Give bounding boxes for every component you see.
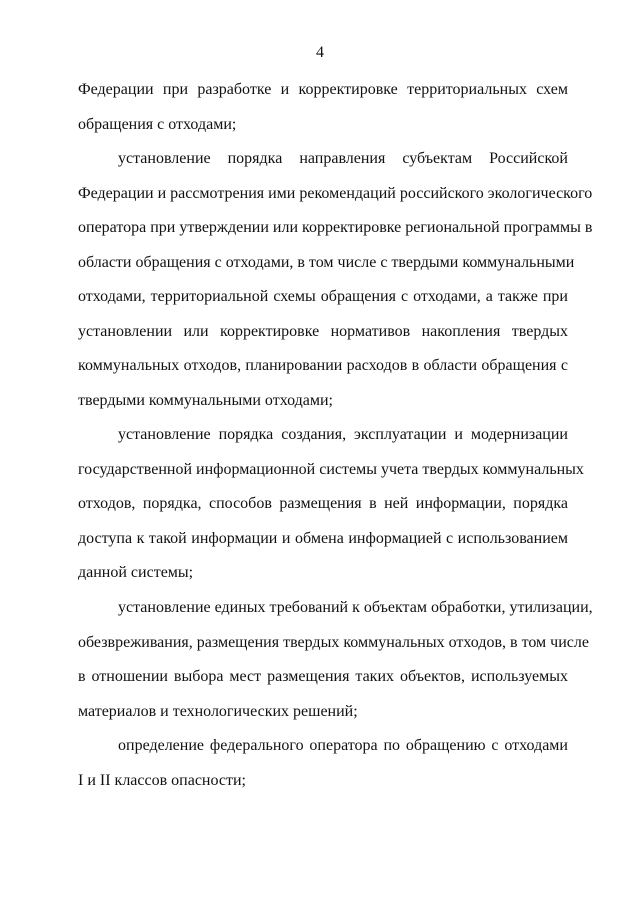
text-line: данной системы; — [78, 564, 194, 581]
text-line: Федерации и рассмотрения ими рекомендаций российского экологического — [78, 184, 593, 202]
text-line: отходами, территориальной схемы обращения с отходами, а также при — [78, 288, 568, 305]
text-line: государственной информационной системы учета твердых коммунальных — [78, 460, 584, 478]
text-line: установление единых требований к объектам обработки, утилизации, — [118, 599, 593, 616]
paragraph-1 — [78, 80, 568, 149]
text-line: твердыми коммунальными отходами; — [78, 391, 333, 409]
text-line: обезвреживания, размещения твердых коммунальных отходов, в том числе — [78, 633, 589, 651]
text-line: оператора при утверждении или корректировке региональной программы в — [78, 219, 593, 236]
text-line: области обращения с отходами, в том числе с твердыми коммунальными — [78, 253, 575, 271]
text-line: установление порядка создания, эксплуатации и модернизации — [118, 426, 568, 443]
text-line: I и II классов опасности; — [78, 771, 246, 789]
text-line: определение федерального оператора по обращению с отходами — [118, 737, 568, 754]
text-line: отходов, порядка, способов размещения в ней информации, порядка — [78, 495, 568, 512]
text-line: установлении или корректировке нормативов накопления твердых — [78, 322, 568, 340]
text-line: обращения с отходами; — [78, 115, 237, 133]
paragraph-4 — [78, 598, 593, 736]
text-line: доступа к такой информации и обмена информацией с использованием — [78, 529, 568, 547]
text-line: Федерации при разработке и корректировке территориальных схем — [78, 81, 568, 98]
paragraph-3 — [78, 425, 584, 598]
text-line: материалов и технологических решений; — [78, 702, 358, 720]
page-number: 4 — [316, 44, 324, 61]
text-line: в отношении выбора мест размещения таких объектов, используемых — [78, 668, 568, 685]
paragraph-2 — [78, 149, 593, 425]
text-line: установление порядка направления субъектам Российской — [118, 150, 568, 167]
paragraph-5 — [78, 736, 568, 805]
text-line: коммунальных отходов, планировании расходов в области обращения с — [78, 357, 568, 374]
